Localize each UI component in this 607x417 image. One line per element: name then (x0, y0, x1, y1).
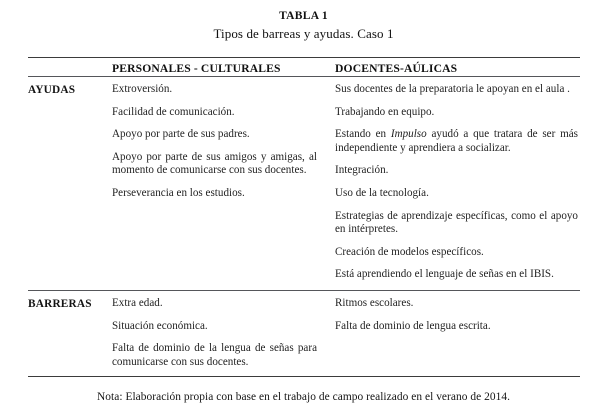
list-item: Sus docentes de la preparatoria le apoyan en el aula . (335, 83, 570, 95)
table-caption: Tipos de barreas y ayudas. Caso 1 (213, 26, 394, 41)
table-bottom-rule (28, 376, 580, 377)
list-item: Perseverancia en los estudios. (112, 187, 245, 200)
list-item: Está aprendiendo el lenguaje de señas en el IBIS. (335, 268, 554, 281)
table-row-ayudas (28, 77, 580, 290)
list-item: Estrategias de aprendizaje específicas, como el apoyo en intérpretes. (335, 209, 578, 235)
list-item: Facilidad de comunicación. (112, 105, 235, 118)
table-title-block (0, 9, 607, 43)
list-item: Falta de dominio de lengua escrita. (335, 319, 491, 332)
list-barreras-docentes (335, 297, 578, 333)
list-item: Integración. (335, 164, 389, 177)
list-ayudas-docentes (335, 83, 578, 282)
cell-ayudas-personales (112, 83, 335, 200)
cell-ayudas-docentes (335, 83, 580, 282)
table-number: TABLA 1 (279, 10, 328, 22)
list-barreras-personales (112, 297, 317, 369)
list-item: Creación de modelos específicos. (335, 245, 484, 258)
header-label-docentes-aulicas: DOCENTES-AÚLICAS (335, 62, 458, 75)
row-label-cell-barreras (28, 297, 112, 310)
table-row-barreras (28, 291, 580, 376)
table-header-row (28, 58, 580, 76)
list-item: Apoyo por parte de sus padres. (112, 128, 250, 141)
list-item: Apoyo por parte de sus amigos y amigas, al momento de comunicarse con sus docentes. (112, 151, 317, 177)
table-note: Nota: Elaboración propia con base en el trabajo de campo realizado en el verano de 2014. (96, 391, 511, 403)
list-item: Estando en Impulso ayudó a que tratara de ser más independiente y aprendiera a socializar. (335, 128, 578, 154)
cell-barreras-personales (112, 297, 335, 369)
list-item: Ritmos escolares. (335, 297, 414, 309)
cell-barreras-docentes (335, 297, 580, 333)
header-label-personales-culturales: PERSONALES - CULTURALES (112, 62, 281, 75)
list-item: Extroversión. (112, 83, 173, 95)
data-table (28, 57, 580, 377)
list-item: Falta de dominio de la lengua de señas para comunicarse con sus docentes. (112, 342, 317, 368)
list-item: Situación económica. (112, 319, 208, 332)
header-cell-docentes (335, 59, 580, 77)
header-cell-personales (112, 59, 335, 77)
list-item: Uso de la tecnología. (335, 187, 429, 200)
row-label-cell-ayudas (28, 83, 112, 96)
list-item: Trabajando en equipo. (335, 105, 435, 118)
list-ayudas-personales (112, 83, 317, 200)
row-label-barreras: BARRERAS (28, 298, 92, 310)
list-item: Extra edad. (112, 297, 163, 309)
row-label-ayudas: AYUDAS (28, 84, 76, 96)
